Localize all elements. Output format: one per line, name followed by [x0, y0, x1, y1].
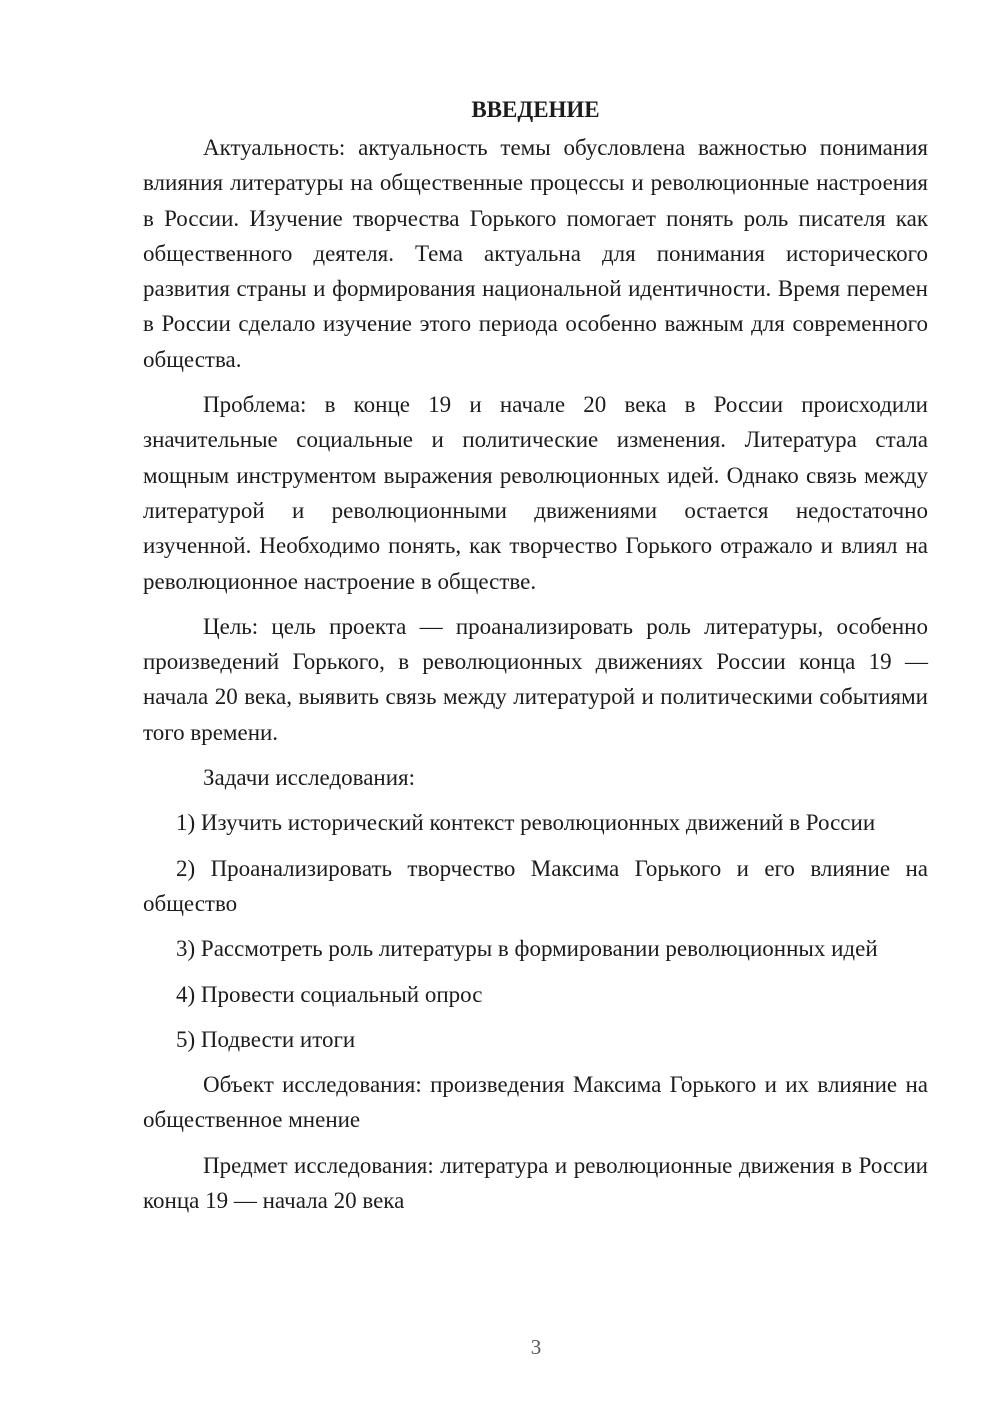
- relevance-paragraph: Актуальность: актуальность темы обусловлена важностью понимания влияния литературы на общественные процессы и революционные настроения в России. Изучение творчества Горького помогает понять роль писателя как общественного деятеля. Тема актуальна для понимания исторического развития страны и формирования национальной идентичности. Время перемен в России сделало изучение этого периода особенно важным для современного общества.: [143, 135, 928, 372]
- task-item: 4) Провести социальный опрос: [176, 981, 483, 1007]
- goal-paragraph: Цель: цель проекта — проанализировать роль литературы, особенно произведений Горького, в революционных движениях России конца 19 — начала 20 века, выявить связь между литературой и политическими событиями того времени.: [143, 613, 928, 745]
- task-item: 1) Изучить исторический контекст революционных движений в России: [176, 810, 876, 836]
- document-page: [143, 96, 928, 1228]
- task-item: 2) Проанализировать творчество Максима Горького и его влияние на общество: [143, 855, 928, 916]
- section-heading: ВВЕДЕНИЕ: [471, 97, 600, 122]
- task-item: 3) Рассмотреть роль литературы в формировании революционных идей: [176, 936, 878, 962]
- page-number: 3: [530, 1335, 542, 1359]
- tasks-heading: Задачи исследования:: [203, 765, 416, 791]
- object-paragraph: Объект исследования: произведения Максима Горького и их влияние на общественное мнение: [143, 1072, 928, 1133]
- problem-paragraph: Проблема: в конце 19 и начале 20 века в России происходили значительные социальные и политические изменения. Литература стала мощным инструментом выражения революционных идей. Однако связь между литературой и революционными движениями остается недостаточно изученной. Необходимо понять, как творчество Горького отражало и влиял на революционное настроение в обществе.: [143, 392, 928, 594]
- task-item: 5) Подвести итоги: [176, 1026, 356, 1052]
- subject-paragraph: Предмет исследования: литература и революционные движения в России конца 19 — начала 20 века: [143, 1152, 928, 1214]
